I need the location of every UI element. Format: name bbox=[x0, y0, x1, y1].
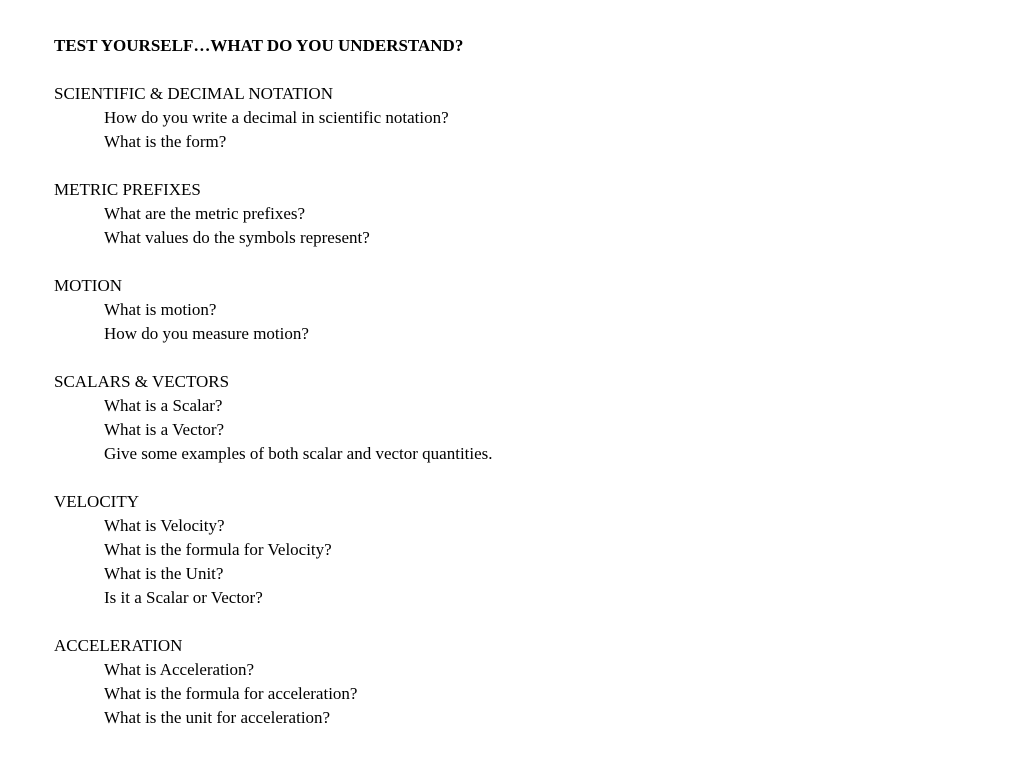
section-scientific-notation bbox=[54, 82, 994, 154]
slide-content bbox=[54, 34, 994, 730]
section-motion bbox=[54, 274, 994, 346]
question-list bbox=[54, 658, 994, 730]
question-item: What is a Scalar? bbox=[104, 396, 223, 415]
question-list bbox=[54, 202, 994, 250]
question-list bbox=[54, 298, 994, 346]
question-item: What are the metric prefixes? bbox=[104, 204, 306, 223]
question-item: Is it a Scalar or Vector? bbox=[104, 588, 263, 607]
page-title: TEST YOURSELF…WHAT DO YOU UNDERSTAND? bbox=[54, 36, 464, 55]
question-list bbox=[54, 106, 994, 154]
question-item: What values do the symbols represent? bbox=[104, 228, 370, 247]
question-item: What is the formula for acceleration? bbox=[104, 684, 358, 703]
question-item: How do you measure motion? bbox=[104, 324, 309, 343]
section-acceleration bbox=[54, 634, 994, 730]
section-heading: VELOCITY bbox=[54, 492, 139, 511]
section-heading: METRIC PREFIXES bbox=[54, 180, 201, 199]
question-item: What is Velocity? bbox=[104, 516, 225, 535]
question-list bbox=[54, 514, 994, 610]
section-velocity bbox=[54, 490, 994, 610]
question-item: What is motion? bbox=[104, 300, 217, 319]
section-heading: SCIENTIFIC & DECIMAL NOTATION bbox=[54, 84, 333, 103]
question-item: How do you write a decimal in scientific notation? bbox=[104, 108, 449, 127]
section-heading: MOTION bbox=[54, 276, 122, 295]
question-item: What is a Vector? bbox=[104, 420, 225, 439]
question-item: What is Acceleration? bbox=[104, 660, 255, 679]
section-heading: SCALARS & VECTORS bbox=[54, 372, 230, 391]
question-list bbox=[54, 394, 994, 466]
question-item: What is the form? bbox=[104, 132, 227, 151]
section-metric-prefixes bbox=[54, 178, 994, 250]
question-item: What is the Unit? bbox=[104, 564, 224, 583]
section-heading: ACCELERATION bbox=[54, 636, 183, 655]
question-item: What is the formula for Velocity? bbox=[104, 540, 332, 559]
question-item: What is the unit for acceleration? bbox=[104, 708, 331, 727]
section-scalars-vectors bbox=[54, 370, 994, 466]
question-item: Give some examples of both scalar and vector quantities. bbox=[104, 444, 493, 463]
